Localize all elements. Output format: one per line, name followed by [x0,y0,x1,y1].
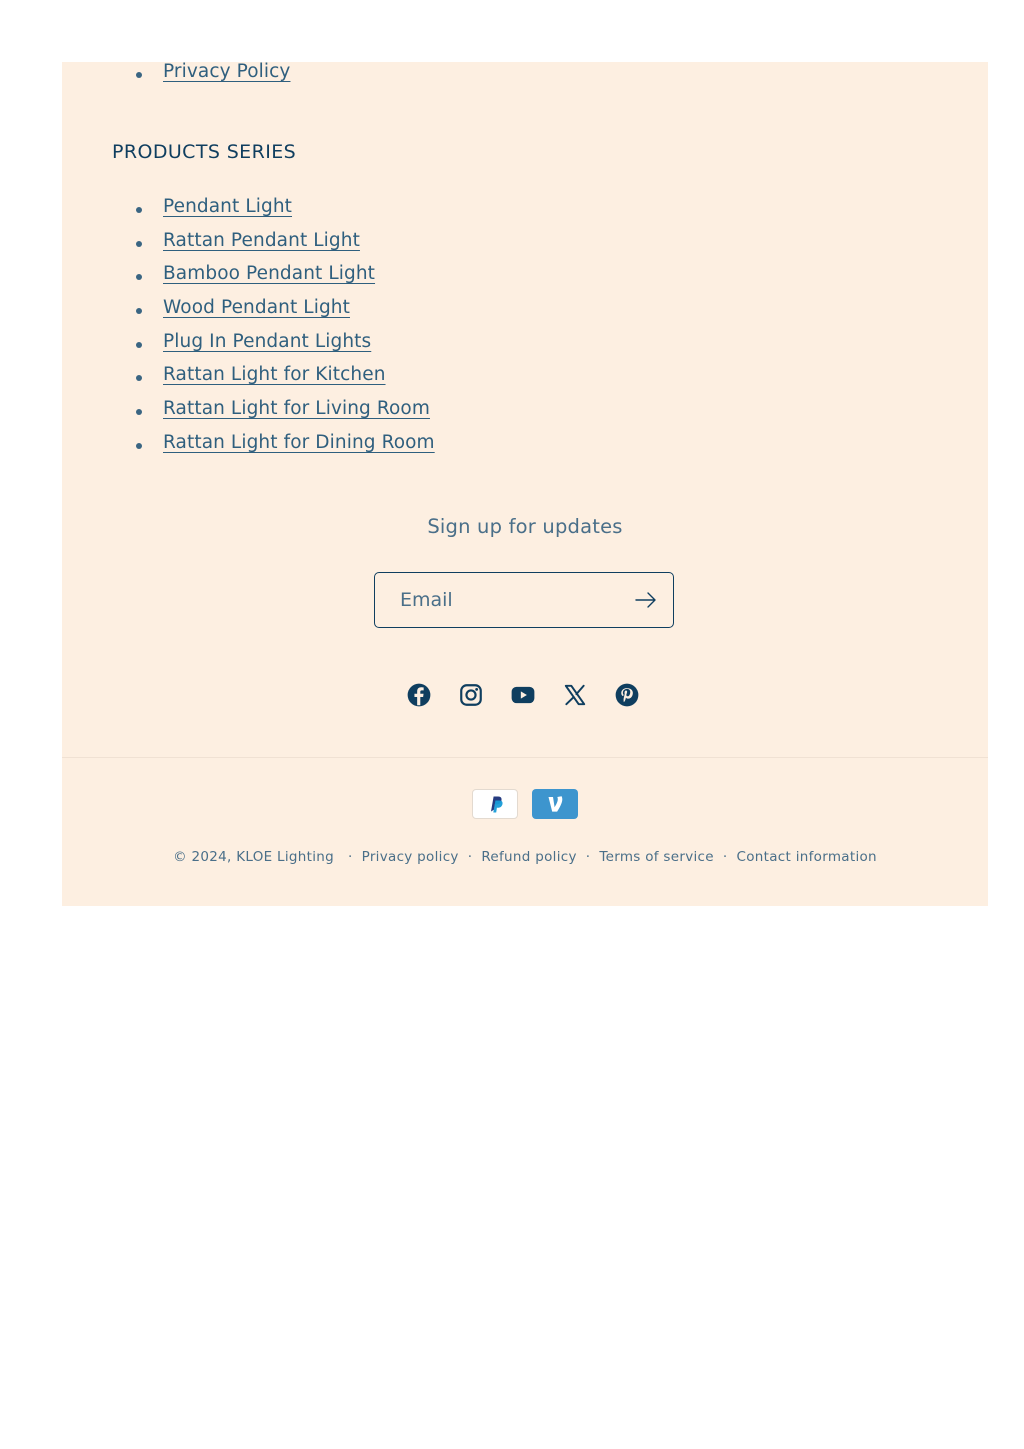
rattan-light-living-room-link[interactable]: Rattan Light for Living Room [163,398,430,420]
separator: · [722,849,728,865]
bullet [136,207,142,213]
x-icon[interactable] [562,682,588,708]
wood-pendant-light-link[interactable]: Wood Pendant Light [163,297,350,319]
email-input[interactable] [375,573,650,626]
arrow-right-icon[interactable] [635,592,657,608]
pinterest-icon[interactable] [614,682,640,708]
bullet [136,375,142,381]
refund-policy-link[interactable]: Refund policy [481,849,577,865]
bullet [136,308,142,314]
footer-divider [62,757,988,758]
plug-in-pendant-lights-link[interactable]: Plug In Pendant Lights [163,330,372,352]
facebook-icon[interactable] [406,682,432,708]
legal-bar [62,849,988,865]
bullet [136,443,142,449]
brand-link[interactable]: KLOE Lighting [236,849,335,865]
venmo-icon [532,789,578,819]
rattan-light-kitchen-link[interactable]: Rattan Light for Kitchen [163,364,386,386]
youtube-icon[interactable] [510,682,536,708]
privacy-policy-legal-link[interactable]: Privacy policy [361,849,459,865]
terms-of-service-link[interactable]: Terms of service [599,849,714,865]
venmo-logo [532,789,578,819]
privacy-policy-link[interactable]: Privacy Policy [163,61,291,82]
bamboo-pendant-light-link[interactable]: Bamboo Pendant Light [163,263,376,285]
paypal-icon [472,789,518,819]
bullet [136,409,142,415]
pendant-light-link[interactable]: Pendant Light [163,196,293,217]
rattan-light-dining-room-link[interactable]: Rattan Light for Dining Room [163,431,435,453]
separator: · [585,849,591,865]
rattan-pendant-light-link[interactable]: Rattan Pendant Light [163,229,360,251]
bullet [136,72,142,78]
newsletter-form [374,572,674,628]
bullet [136,342,142,348]
paypal-logo [473,790,517,818]
newsletter-title: Sign up for updates [427,515,623,538]
bullet [136,274,142,280]
products-series-heading: PRODUCTS SERIES [112,141,297,163]
separator: · [467,849,473,865]
separator: · [348,849,353,865]
instagram-icon[interactable] [458,682,484,708]
site-footer [62,62,988,906]
contact-information-link[interactable]: Contact information [736,849,877,865]
bullet [136,241,142,247]
copyright-text: © 2024, [173,849,232,865]
